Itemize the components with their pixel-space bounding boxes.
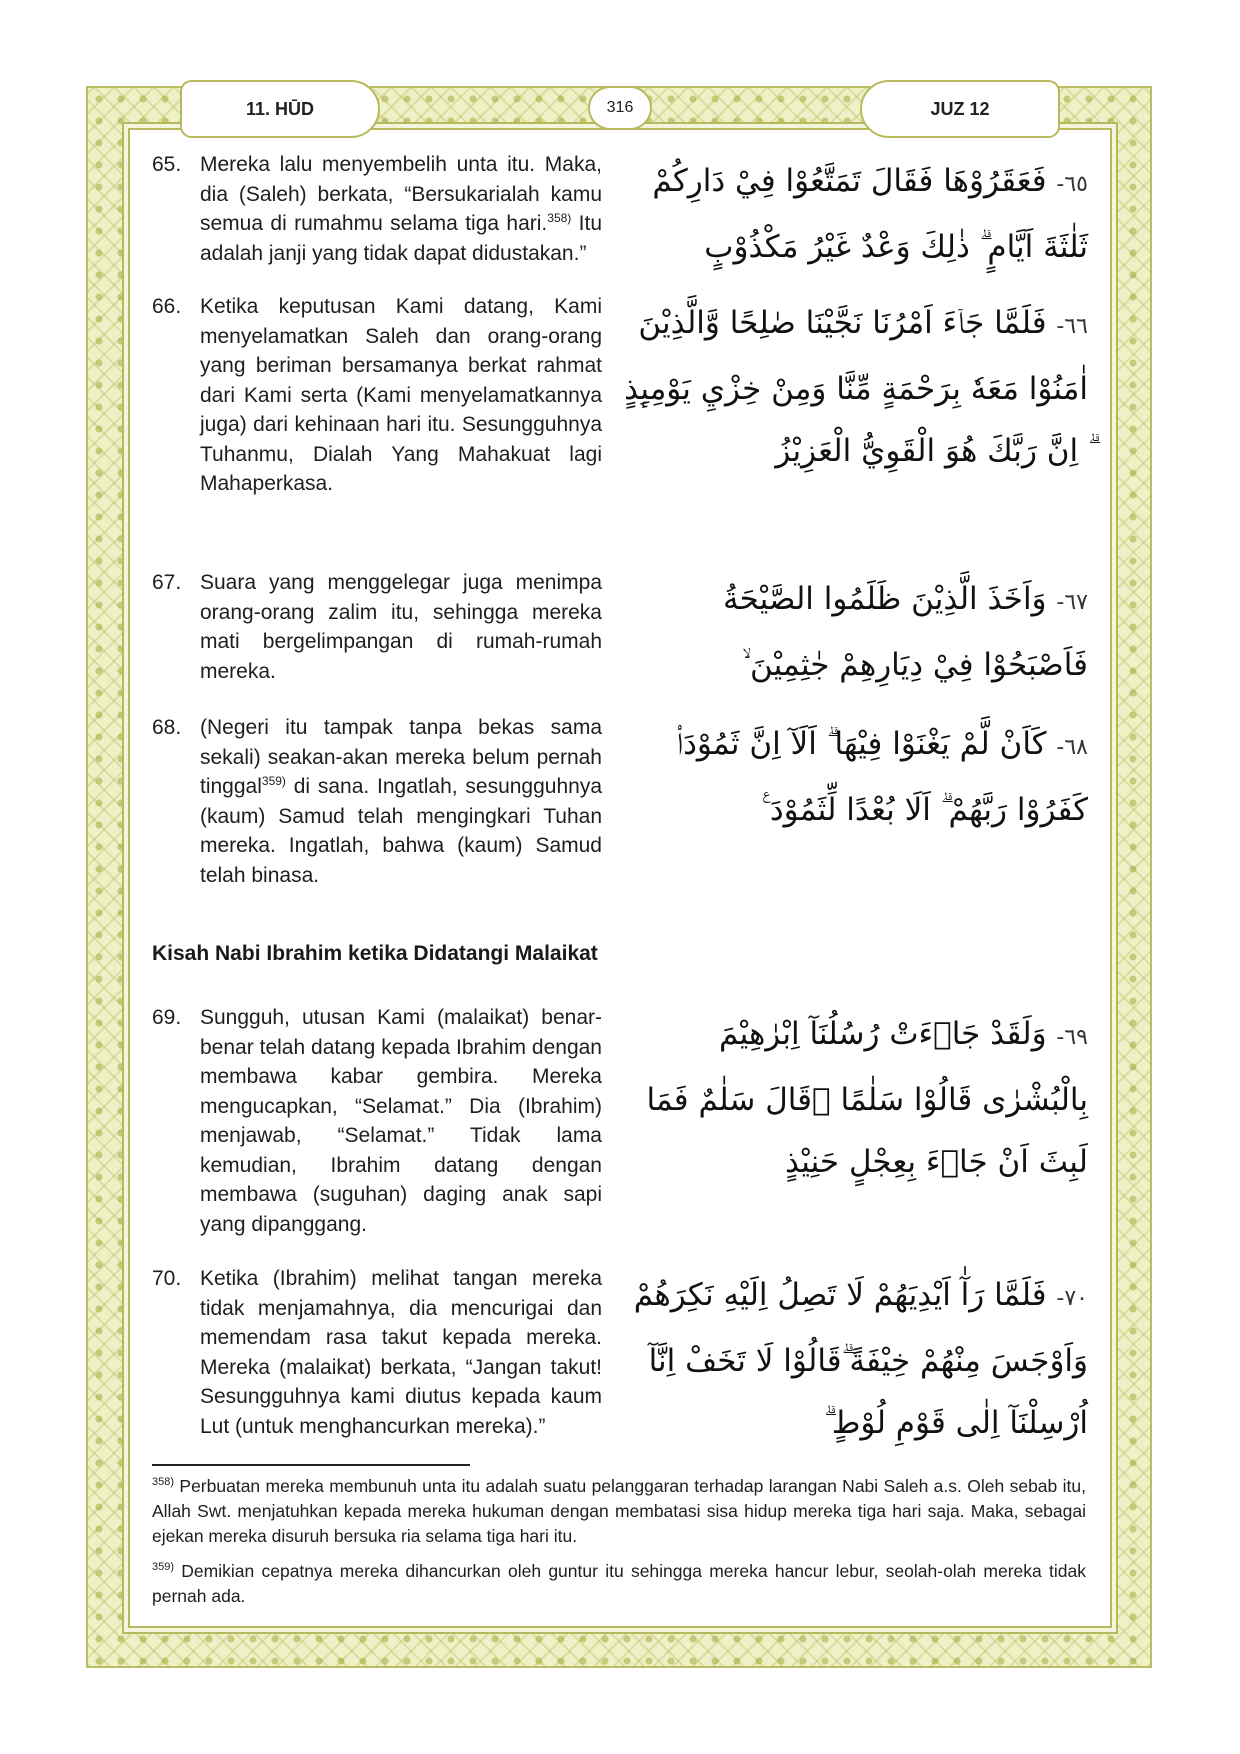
translation-text: Mereka lalu menyembelih unta itu. Maka, dia (Saleh) berkata, “Bersukarialah kamu semua di rumahmu selama tiga hari.$^{358)}$ Itu adalah janji yang tidak dapat didustakan.” <box>200 153 603 265</box>
page-number: 316 <box>588 86 652 130</box>
footnote-ref-359[interactable]: 359) <box>261 774 286 788</box>
arabic-verse-number: ٦٥- <box>1056 172 1088 197</box>
arabic-verse-number: ٦٨- <box>1056 735 1088 760</box>
verse-arabic: ٦٧- وَاَخَذَ الَّذِيْنَ ظَلَمُوا الصَّيْحَةُ فَاَصْبَحُوْا فِيْ دِيَارِهِمْ جٰثِمِيْنَ ۙ <box>722 581 1088 683</box>
footnote-number: 358) <box>152 1476 175 1488</box>
translation-text: Sungguh, utusan Kami (malaikat) benar-benar telah datang kepada Ibrahim dengan membawa kabar gembira. Mereka mengucapkan, “Selamat.” Dia (Ibrahim) menjawab, “Selamat.” Tidak lama kemudian, Ibrahim datang dengan membawa (suguhan) daging anak sapi yang dipanggang. <box>200 1006 602 1236</box>
section-heading: Kisah Nabi Ibrahim ketika Didatangi Malaikat <box>152 942 598 965</box>
verse-arabic: ٦٦- فَلَمَّا جَاۤءَ اَمْرُنَا نَجَّيْنَا صٰلِحًا وَّالَّذِيْنَ اٰمَنُوْا مَعَهٗ بِرَحْمَةٍ مِّنَّا وَمِنْ خِزْيِ يَوْمِىِٕذٍ ۗ اِنَّ رَبَّكَ هُوَ الْقَوِيُّ الْعَزِيْزُ <box>624 305 1088 469</box>
verse-arabic: ٦٩- وَلَقَدْ جَاۤءَتْ رُسُلُنَآ اِبْرٰهِيْمَ بِالْبُشْرٰى قَالُوْا سَلٰمًا ۖقَالَ سَلٰمٌ فَمَا لَبِثَ اَنْ جَاۤءَ بِعِجْلٍ حَنِيْذٍ <box>646 1016 1088 1180</box>
verse-arabic: ٧٠- فَلَمَّا رَآٰ اَيْدِيَهُمْ لَا تَصِلُ اِلَيْهِ نَكِرَهُمْ وَاَوْجَسَ مِنْهُمْ خِيْفَةً ۗقَالُوْا لَا تَخَفْ اِنَّآ اُرْسِلْنَآ اِلٰى قَوْمِ لُوْطٍ ۗ <box>633 1277 1088 1441</box>
footnote-ref-358[interactable]: 358) <box>547 211 572 225</box>
verse-arabic: ٦٥- فَعَقَرُوْهَا فَقَالَ تَمَتَّعُوْا فِيْ دَارِكُمْ ثَلٰثَةَ اَيَّامٍ ۗ ذٰلِكَ وَعْدٌ غَيْرُ مَكْذُوْبٍ <box>652 163 1088 265</box>
verse-number: 67. <box>152 571 182 594</box>
juz-label: JUZ 12 <box>860 80 1060 138</box>
verse-number: 68. <box>152 716 182 739</box>
footnotes <box>152 1470 1086 1615</box>
surah-name: 11. HŪD <box>180 80 380 138</box>
arabic-verse-number: ٦٧- <box>1056 590 1088 615</box>
translation-text: Ketika keputusan Kami datang, Kami menyelamatkan Saleh dan orang-orang yang beriman bersamanya berkat rahmat dari Kami serta (Kami menyelamatkannya juga) dari kehinaan hari itu. Sesungguhnya Tuhanmu, Dialah Yang Mahakuat lagi Mahaperkasa. <box>200 295 602 495</box>
translation-text: (Negeri itu tampak tanpa bekas sama sekali) seakan-akan mereka belum pernah tinggal$^{359)}$ di sana. Ingatlah, sesungguhnya (kaum) Samud telah mengingkari Tuhan mereka. Ingatlah, bahwa (kaum) Samud telah binasa. <box>200 716 602 887</box>
verse-number: 65. <box>152 153 182 176</box>
footnote-359: $^{359)}$ Demikian cepatnya mereka dihancurkan oleh guntur itu sehingga mereka hancur lebur, seolah-olah mereka tidak pernah ada. <box>152 1560 1086 1606</box>
verse-arabic: ٦٨- كَاَنْ لَّمْ يَغْنَوْا فِيْهَا ۗ اَلَآ اِنَّ ثَمُوْدَا۟ كَفَرُوْا رَبَّهُمْ ۗ اَلَا بُعْدًا لِّثَمُوْدَ ࣖ <box>676 726 1088 828</box>
verse-number: 70. <box>152 1267 182 1290</box>
footnote-358: $^{358)}$ Perbuatan mereka membunuh unta itu adalah suatu pelanggaran terhadap larangan Nabi Saleh a.s. Oleh sebab itu, Allah Swt. menjatuhkan kepada mereka hukuman dengan membatasi sisa hidup mereka tiga hari saja. Maka, sebagai ejekan mereka disuruh bersuka ria selama tiga hari itu. <box>152 1475 1086 1546</box>
footnote-divider <box>152 1464 470 1466</box>
translation-text: Ketika (Ibrahim) melihat tangan mereka tidak menjamahnya, dia mencurigai dan memendam rasa takut kepada mereka. Mereka (malaikat) berkata, “Jangan takut! Sesungguhnya kami diutus kepada kaum Lut (untuk menghancurkan mereka).” <box>200 1267 602 1438</box>
verse-number: 69. <box>152 1006 182 1029</box>
footnote-number: 359) <box>152 1560 175 1573</box>
arabic-verse-number: ٦٩- <box>1056 1025 1088 1050</box>
arabic-verse-number: ٦٦- <box>1056 314 1088 339</box>
arabic-verse-number: ٧٠- <box>1056 1286 1088 1311</box>
verse-number: 66. <box>152 295 182 318</box>
translation-text: Suara yang menggelegar juga menimpa orang-orang zalim itu, sehingga mereka mati bergelimpangan di rumah-rumah mereka. <box>200 571 602 683</box>
